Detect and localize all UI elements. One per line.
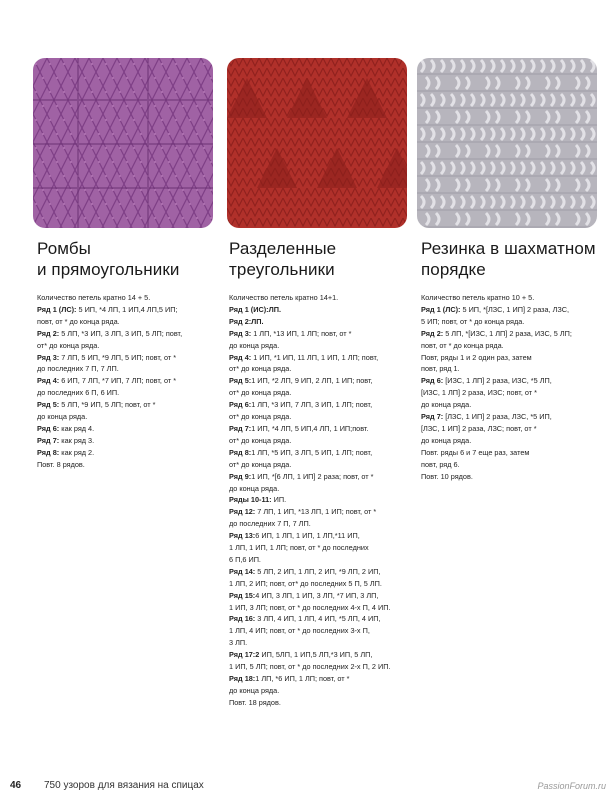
instruction-line xyxy=(421,375,603,387)
row-text: [ЛЗС, 1 ИП] 2 раза, ЛЗС, *5 ИП, xyxy=(443,412,552,422)
instruction-line xyxy=(229,697,411,709)
row-label: Ряд 1 (ЛС): xyxy=(421,304,461,314)
row-text: ИП, 5ЛП, 1 ИП,5 ЛП,*3 ИП, 5 ЛП, xyxy=(259,650,373,660)
row-label: Ряд 2:ЛП. xyxy=(229,316,264,326)
pattern-instructions-triangles xyxy=(229,292,411,709)
instruction-line xyxy=(37,316,219,328)
instruction-line xyxy=(229,375,411,387)
row-text: повт, от * до конца ряда. xyxy=(37,316,120,326)
row-text: 6 ИП, 1 ЛП, 1 ИП, 1 ЛП,*11 ИП, xyxy=(255,531,360,541)
row-text: до конца ряда. xyxy=(229,340,280,350)
row-label: Ряд 7: xyxy=(421,412,444,422)
instruction-line xyxy=(37,399,219,411)
instruction-line xyxy=(37,435,219,447)
instruction-line xyxy=(229,613,411,625)
row-text: от* до конца ряда. xyxy=(229,412,292,422)
row-label: Ряд 17:2 xyxy=(229,650,260,660)
title-line: Разделенные xyxy=(229,239,337,258)
pattern-title-triangles xyxy=(229,238,419,280)
row-text: Повт. 10 рядов. xyxy=(421,471,473,481)
instruction-line xyxy=(229,459,411,471)
row-label: Ряд 5: xyxy=(37,400,60,410)
row-label: Ряд 4: xyxy=(229,352,252,362)
instruction-line xyxy=(37,304,219,316)
instruction-line xyxy=(229,602,411,614)
row-text: от* до конца ряда. xyxy=(229,435,292,445)
row-text: 1 ЛП, 2 ИП; повт, от* до последних 5 П, 5 ЛП. xyxy=(229,578,382,588)
book-title: 750 узоров для вязания на спицах xyxy=(44,780,204,791)
instruction-line xyxy=(37,387,219,399)
row-text: до конца ряда. xyxy=(37,412,88,422)
instruction-line xyxy=(229,435,411,447)
row-text: 5 ЛП, 2 ИП, 1 ЛП, 2 ИП, *9 ЛП, 2 ИП, xyxy=(255,566,381,576)
row-text: 1 ЛП, *5 ИП, 3 ЛП, 5 ИП, 1 ЛП; повт, xyxy=(251,447,373,457)
instruction-line xyxy=(229,363,411,375)
row-text: 5 ЛП, *[ИЗС, 1 ЛП] 2 раза, ИЗС, 5 ЛП; xyxy=(443,328,572,338)
row-text: 1 ИП, 5 ЛП; повт, от * до последних 2-х П, 2 ИП. xyxy=(229,662,391,672)
row-text: до конца ряда. xyxy=(421,435,472,445)
instruction-line xyxy=(229,637,411,649)
title-line: порядке xyxy=(421,260,486,279)
row-label: Ряд 6: xyxy=(229,400,252,410)
instruction-line xyxy=(421,471,603,483)
instruction-line xyxy=(229,304,411,316)
row-text: от* до конца ряда. xyxy=(229,364,292,374)
row-text: повт, ряд 6. xyxy=(421,459,460,469)
instruction-line xyxy=(37,363,219,375)
row-text: ИП. xyxy=(271,495,287,505)
pattern-title-checker-rib xyxy=(421,238,611,280)
row-text: 4 ИП, 3 ЛП, 1 ИП, 3 ЛП, *7 ИП, 3 ЛП, xyxy=(255,590,379,600)
instruction-line xyxy=(229,578,411,590)
instruction-line xyxy=(229,399,411,411)
row-label: Ряд 2: xyxy=(37,328,60,338)
instruction-line xyxy=(229,518,411,530)
row-label: Ряды 10-11: xyxy=(229,495,272,505)
instruction-line xyxy=(229,494,411,506)
row-text: 1 ИП, 3 ЛП; повт, от * до последних 4-х П, 4 ИП. xyxy=(229,602,391,612)
row-text: повт, ряд 1. xyxy=(421,364,460,374)
instruction-line xyxy=(229,471,411,483)
instruction-line xyxy=(229,483,411,495)
row-text: 5 ИП; повт, от * до конца ряда. xyxy=(421,316,525,326)
row-text: до конца ряда. xyxy=(421,400,472,410)
row-text: [ЛЗС, 1 ИП] 2 раза, ЛЗС; повт, от * xyxy=(421,423,537,433)
page-number: 46 xyxy=(10,780,22,791)
row-label: Ряд 1 (ИС):ЛП. xyxy=(229,304,281,314)
row-text: до последних 7 П, 7 ЛП. xyxy=(229,519,311,529)
row-text: как ряд 4. xyxy=(59,423,95,433)
row-text: 5 ИП, *[ЛЗС, 1 ИП] 2 раза, ЛЗС, xyxy=(460,304,570,314)
pattern-photo-purple xyxy=(33,58,213,228)
instruction-line xyxy=(421,304,603,316)
row-text: 7 ЛП, 5 ИП, *9 ЛП, 5 ИП; повт, от * xyxy=(59,352,177,362)
watermark: PassionForum.ru xyxy=(537,781,606,791)
row-label: Ряд 13: xyxy=(229,531,256,541)
row-text: Количество петель кратно 14 + 5. xyxy=(37,293,151,302)
instruction-line xyxy=(229,554,411,566)
instruction-line xyxy=(421,447,603,459)
pattern-instructions-checker-rib xyxy=(421,292,603,483)
row-label: Ряд 15: xyxy=(229,590,256,600)
row-text: Количество петель кратно 10 + 5. xyxy=(421,293,535,302)
row-text: 1 ИП, *[6 ЛП, 1 ИП] 2 раза; повт, от * xyxy=(251,471,374,481)
row-label: Ряд 14: xyxy=(229,566,256,576)
instruction-line xyxy=(229,352,411,364)
instruction-line xyxy=(229,340,411,352)
instruction-line xyxy=(421,363,603,375)
row-text: 1 ИП, *1 ИП, 11 ЛП, 1 ИП, 1 ЛП; повт, xyxy=(251,352,379,362)
row-text: от* до конца ряда. xyxy=(229,388,292,398)
row-label: Ряд 5: xyxy=(229,376,252,386)
instruction-line xyxy=(421,292,603,304)
instruction-line xyxy=(37,375,219,387)
row-text: 3 ЛП, 4 ИП, 1 ЛП, 4 ИП, *5 ЛП, 4 ИП, xyxy=(255,614,381,624)
row-label: Ряд 3: xyxy=(229,328,252,338)
row-label: Ряд 6: xyxy=(421,376,444,386)
row-text: Повт. 18 рядов. xyxy=(229,697,281,707)
instruction-line xyxy=(229,566,411,578)
row-label: Ряд 7: xyxy=(37,435,60,445)
row-text: 1 ЛП, *6 ИП, 1 ЛП; повт, от * xyxy=(255,674,350,683)
row-text: Повт. ряды 6 и 7 еще раз, затем xyxy=(421,447,530,457)
row-text: 5 ЛП, *9 ИП, 5 ЛП; повт, от * xyxy=(59,400,156,410)
row-text: до конца ряда. xyxy=(229,483,280,493)
row-text: как ряд 3. xyxy=(59,435,95,445)
row-label: Ряд 8: xyxy=(37,447,60,457)
row-text: 1 ЛП, *3 ИП, 7 ЛП, 3 ИП, 1 ЛП; повт, xyxy=(251,400,373,410)
row-label: Ряд 18: xyxy=(229,674,256,683)
row-label: Ряд 4: xyxy=(37,376,60,386)
row-text: от* до конца ряда. xyxy=(37,340,100,350)
row-text: 1 ИП, *4 ЛП, 5 ИП,4 ЛП, 1 ИП;повт. xyxy=(251,423,369,433)
instruction-line xyxy=(229,411,411,423)
instruction-line xyxy=(229,542,411,554)
row-text: Повт, ряды 1 и 2 один раз, затем xyxy=(421,352,532,362)
instruction-line xyxy=(229,328,411,340)
row-text: повт, от * до конца ряда. xyxy=(421,340,504,350)
instruction-line xyxy=(229,625,411,637)
instruction-line xyxy=(37,423,219,435)
row-label: Ряд 8: xyxy=(229,447,252,457)
row-text: 6 ИП, 7 ЛП, *7 ИП, 7 ЛП; повт, от * xyxy=(59,376,177,386)
row-text: 1 ИП, *2 ЛП, 9 ИП, 2 ЛП, 1 ИП; повт, xyxy=(251,376,373,386)
instruction-line xyxy=(229,506,411,518)
instruction-line xyxy=(37,340,219,352)
instruction-line xyxy=(37,292,219,304)
row-text: до последних 6 П, 6 ИП. xyxy=(37,388,120,398)
instruction-line xyxy=(229,590,411,602)
instruction-line xyxy=(421,423,603,435)
pattern-instructions-rhombuses xyxy=(37,292,219,471)
title-line: Ромбы xyxy=(37,239,91,258)
row-label: Ряд 3: xyxy=(37,352,60,362)
row-text: 1 ЛП, 1 ИП, 1 ЛП; повт, от * до последних xyxy=(229,543,369,553)
instruction-line xyxy=(421,387,603,399)
instruction-line xyxy=(229,649,411,661)
row-label: Ряд 12: xyxy=(229,507,256,517)
instruction-line xyxy=(421,340,603,352)
title-line: Резинка в шахматном xyxy=(421,239,596,258)
instruction-line xyxy=(229,530,411,542)
row-text: [ИЗС, 1 ЛП] 2 раза, ИЗС, *5 ЛП, xyxy=(443,376,552,386)
row-label: Ряд 7: xyxy=(229,423,252,433)
instruction-line xyxy=(421,328,603,340)
row-text: 3 ЛП. xyxy=(229,638,248,648)
row-text: 1 ЛП, 4 ИП; повт, от * до последних 3-х П, xyxy=(229,626,370,636)
instruction-line xyxy=(229,673,411,685)
row-text: как ряд 2. xyxy=(59,447,95,457)
row-label: Ряд 6: xyxy=(37,423,60,433)
row-text: 5 ЛП, *3 ИП, 3 ЛП, 3 ИП, 5 ЛП; повт, xyxy=(59,328,183,338)
instruction-line xyxy=(37,447,219,459)
instruction-line xyxy=(229,423,411,435)
instruction-line xyxy=(37,459,219,471)
row-text: [ИЗС, 1 ЛП] 2 раза, ИЗС; повт, от * xyxy=(421,388,537,398)
row-label: Ряд 9: xyxy=(229,471,252,481)
pattern-photo-red xyxy=(227,58,407,228)
pattern-photo-grey xyxy=(417,58,597,228)
row-label: Ряд 2: xyxy=(421,328,444,338)
row-label: Ряд 16: xyxy=(229,614,256,624)
title-line: и прямоугольники xyxy=(37,260,180,279)
row-text: 5 ИП, *4 ЛП, 1 ИП,4 ЛП,5 ИП; xyxy=(76,304,178,314)
instruction-line xyxy=(37,328,219,340)
row-text: от* до конца ряда. xyxy=(229,459,292,469)
instruction-line xyxy=(421,411,603,423)
row-text: Повт. 8 рядов. xyxy=(37,459,85,469)
instruction-line xyxy=(421,435,603,447)
instruction-line xyxy=(37,352,219,364)
instruction-line xyxy=(229,387,411,399)
row-text: 6 П,6 ИП. xyxy=(229,554,261,564)
instruction-line xyxy=(229,447,411,459)
instruction-line xyxy=(229,316,411,328)
row-text: Количество петель кратно 14+1. xyxy=(229,293,339,302)
instruction-line xyxy=(421,352,603,364)
instruction-line xyxy=(37,411,219,423)
title-line: треугольники xyxy=(229,260,335,279)
row-text: 1 ЛП, *13 ИП, 1 ЛП; повт, от * xyxy=(251,328,352,338)
instruction-line xyxy=(229,661,411,673)
pattern-title-rhombuses xyxy=(37,238,227,280)
instruction-line xyxy=(421,316,603,328)
row-text: до последних 7 П, 7 ЛП. xyxy=(37,364,119,374)
row-text: до конца ряда. xyxy=(229,685,280,695)
row-text: 7 ЛП, 1 ИП, *13 ЛП, 1 ИП; повт, от * xyxy=(255,507,377,517)
instruction-line xyxy=(229,292,411,304)
instruction-line xyxy=(421,459,603,471)
row-label: Ряд 1 (ЛС): xyxy=(37,304,77,314)
instruction-line xyxy=(421,399,603,411)
instruction-line xyxy=(229,685,411,697)
